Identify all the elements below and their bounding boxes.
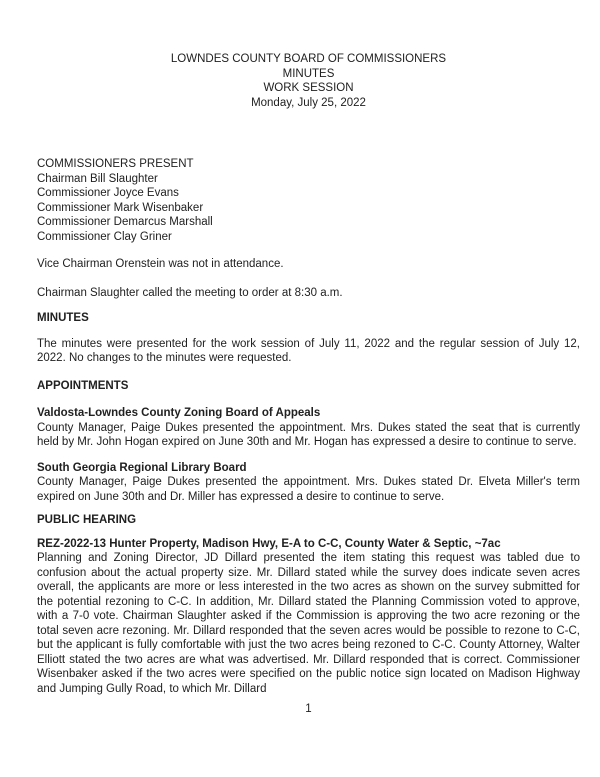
appointment-item-zoning-board bbox=[37, 406, 580, 450]
commissioner-name: Commissioner Clay Griner bbox=[37, 230, 172, 243]
commissioner-name: Commissioner Mark Wisenbaker bbox=[37, 201, 204, 214]
commissioner-name: Commissioner Joyce Evans bbox=[37, 187, 179, 199]
commissioners-present-heading: COMMISSIONERS PRESENT bbox=[37, 158, 194, 170]
appointment-title-library-board: South Georgia Regional Library Board bbox=[37, 461, 247, 474]
appointment-paragraph-library-board: County Manager, Paige Dukes presented the appointment. Mrs. Dukes stated Dr. Elveta Miller's term expired on June 30th and Dr. Miller has expressed a desire to continue to serve. bbox=[37, 476, 580, 503]
section-heading-minutes: MINUTES bbox=[37, 312, 89, 324]
title-line-session-type: WORK SESSION bbox=[263, 82, 354, 94]
agenda-item-rez-2022-13 bbox=[37, 537, 580, 697]
minutes-paragraph: The minutes were presented for the work session of July 11, 2022 and the regular session of July 12, 2022. No changes to the minutes were requested. bbox=[37, 337, 580, 364]
agenda-item-title-rez-2022-13: REZ-2022-13 Hunter Property, Madison Hwy, E-A to C-C, County Water & Septic, ~7ac bbox=[37, 537, 501, 550]
title-line-date: Monday, July 25, 2022 bbox=[251, 96, 366, 109]
title-line-organization: LOWNDES COUNTY BOARD OF COMMISSIONERS bbox=[170, 53, 447, 65]
agenda-item-paragraph-rez-2022-13: Planning and Zoning Director, JD Dillard presented the item stating this request was tabled due to confusion about the actual property size. Mr. Dillard stated while the survey does indicate seven acres overall, the applicants are more or less interested in the two acres as shown on the survey submitted for the potential rezoning to C-C. In addition, Mr. Dillard stated the Planning Commission voted to approve, with a 7-0 vote. Chairman Slaughter asked if the Commission is approving the two acre rezoning or the total seven acre rezoning. Mr. Dillard responded that the seven acres would be possible to rezone to C-C, but the applicant is fully comfortable with just the two acres being rezoned to C-C. County Attorney, Walter Elliott stated the two acres are what was advertised. Mr. Dillard responded that is correct. Commissioner Wisenbaker asked if the two acres were specified on the public notice sign located on Madison Highway and Jumping Gully Road, to which Mr. Dillard bbox=[37, 552, 580, 695]
attendance-section bbox=[37, 157, 580, 244]
document-title-block bbox=[37, 52, 580, 110]
section-heading-appointments: APPOINTMENTS bbox=[37, 379, 129, 392]
section-heading-public-hearing: PUBLIC HEARING bbox=[37, 514, 137, 526]
commissioner-name: Chairman Bill Slaughter bbox=[37, 172, 158, 185]
title-line-minutes: MINUTES bbox=[282, 67, 335, 80]
appointment-item-library-board bbox=[37, 461, 580, 505]
call-to-order-note: Chairman Slaughter called the meeting to order at 8:30 a.m. bbox=[37, 286, 343, 299]
appointment-paragraph-zoning-board: County Manager, Paige Dukes presented the appointment. Mrs. Dukes stated the seat that is currently held by Mr. John Hogan expired on June 30th and Mr. Hogan has expressed a desire to continue to serve. bbox=[37, 421, 580, 448]
commissioner-name: Commissioner Demarcus Marshall bbox=[37, 216, 213, 228]
appointment-title-zoning-board: Valdosta-Lowndes County Zoning Board of Appeals bbox=[37, 407, 321, 419]
absence-note: Vice Chairman Orenstein was not in attendance. bbox=[37, 258, 284, 270]
page-number: 1 bbox=[305, 703, 312, 715]
